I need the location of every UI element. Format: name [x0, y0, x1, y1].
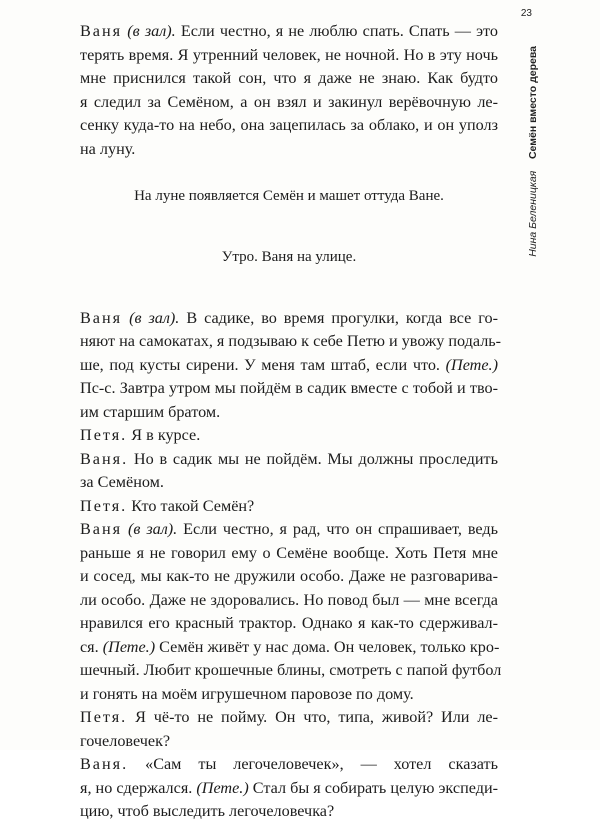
line-text: няют на самокатах, я подзываю к себе Петю и увожу подаль-	[80, 332, 502, 350]
line-text: В садике, во время прогулки, когда все го-	[179, 308, 499, 327]
line-text: «Сам ты легочеловечек», — хотел сказать	[128, 755, 498, 773]
line-text: я, но сдержался.	[80, 778, 197, 797]
line-text: за Семёном.	[80, 473, 164, 491]
blank-space	[80, 161, 498, 185]
line-text: раньше я не говорил ему о Семёне вообще. Хоть Петя мне	[80, 543, 498, 562]
text-line	[80, 471, 498, 495]
line-text: на луну.	[80, 139, 136, 158]
line-text: Пс-с. Завтра утром мы пойдём в садик вместе с тобой и тво-	[80, 379, 498, 397]
speaker-name: Петя.	[80, 708, 128, 726]
line-text: ся.	[80, 637, 103, 656]
line-text: Если честно, я не люблю спать. Спать — это	[175, 22, 498, 40]
line-text: Я чё-то не пойму. Он что, типа, живой? Или ле-	[127, 708, 498, 726]
blank-space	[80, 232, 498, 246]
line-text: им старшим братом.	[80, 402, 221, 421]
line-text: нравился его красный трактор. Однако я как-то сдерживал-	[80, 614, 498, 632]
text-line	[80, 401, 498, 425]
text-line	[80, 659, 502, 683]
blank-space	[80, 293, 498, 307]
blank-space	[80, 208, 498, 232]
speaker-name: Ваня.	[80, 449, 129, 468]
stage-note: (Пете.)	[445, 355, 498, 374]
line-text: шечный. Любит крошечные блины, смотреть с папой футбол	[80, 661, 502, 679]
text-line	[80, 91, 498, 115]
line-text: терять время. Я утренний человек, не ночной. Но в эту ночь	[80, 45, 498, 64]
line-text: Кто такой Семён?	[127, 496, 255, 515]
text-line	[80, 424, 498, 448]
text-line	[80, 612, 498, 636]
text-line	[80, 518, 498, 542]
stage-note: (Пете.)	[102, 637, 156, 656]
text-line	[80, 67, 498, 91]
line-text: я следил за Семёном, а он взял и закинул верёвочную ле-	[80, 92, 498, 111]
line-text: и гонять на моём игрушечном паровозе по дому.	[80, 684, 414, 703]
play-text	[80, 20, 502, 824]
text-line	[80, 730, 498, 754]
line-text: сенку куда-то на небо, она зацепилась за облако, и он уполз	[80, 116, 498, 134]
running-head-text	[522, 46, 544, 286]
line-text: Стал бы я собирать целую экспеди-	[248, 778, 498, 797]
text-line	[80, 354, 498, 378]
line-text: Семён живёт у нас дома. Он человек, только кро-	[155, 637, 500, 656]
stage-note: (в зал).	[127, 22, 176, 40]
text-line	[80, 683, 498, 707]
line-text: Если честно, я рад, что он спрашивает, ведь	[177, 520, 499, 538]
line-text: и сосед, мы как-то не дружили особо. Даже не разговарива-	[80, 567, 498, 585]
line-text: ше, под кусты сирени. У меня там штаб, если что.	[80, 355, 446, 374]
text-line	[80, 114, 498, 138]
speaker-name: Ваня	[80, 520, 123, 538]
text-line	[80, 138, 498, 162]
blank-space	[80, 269, 498, 293]
text-line	[80, 20, 498, 44]
text-line	[80, 706, 498, 730]
text-line	[80, 330, 502, 354]
line-text: ли особо. Даже не здоровались. Но повод был — мне всегда	[80, 590, 498, 609]
speaker-name: Ваня.	[80, 755, 129, 773]
text-line	[80, 495, 498, 519]
text-line	[80, 307, 498, 331]
speaker-name: Ваня	[80, 308, 123, 327]
text-line	[80, 777, 498, 801]
page-number: 23	[520, 8, 532, 19]
running-head-author: Нина Беленицкая	[527, 170, 539, 257]
line-text: цию, чтоб выследить легочеловечка?	[80, 802, 335, 820]
line-text: мне приснился такой сон, что я даже не знаю. Как будто	[80, 69, 498, 87]
text-line	[80, 589, 498, 613]
speaker-name: Ваня	[80, 22, 123, 40]
line-text: Но в садик мы не пойдём. Мы должны проследить	[128, 449, 498, 468]
text-line	[80, 377, 498, 401]
stage-note: (в зал).	[129, 308, 180, 327]
line-text: Я в курсе.	[127, 426, 201, 444]
stage-direction	[80, 246, 498, 270]
speaker-name: Петя.	[80, 496, 128, 515]
line-text: гочеловечек?	[80, 731, 171, 750]
stage-direction	[80, 185, 498, 209]
text-line	[80, 565, 498, 589]
stage-direction-text: На луне появляется Семён и машет оттуда Ване.	[134, 187, 444, 204]
stage-note: (Пете.)	[196, 778, 249, 797]
stage-direction-text: Утро. Ваня на улице.	[221, 248, 357, 265]
text-line	[80, 448, 498, 472]
running-head-title: Семён вместо дерева	[527, 46, 539, 160]
text-line	[80, 44, 498, 68]
text-line	[80, 753, 498, 777]
text-line	[80, 542, 498, 566]
speaker-name: Петя.	[80, 426, 128, 444]
text-line	[80, 800, 498, 824]
text-line	[80, 636, 498, 660]
stage-note: (в зал).	[128, 520, 178, 538]
running-head	[522, 46, 544, 286]
